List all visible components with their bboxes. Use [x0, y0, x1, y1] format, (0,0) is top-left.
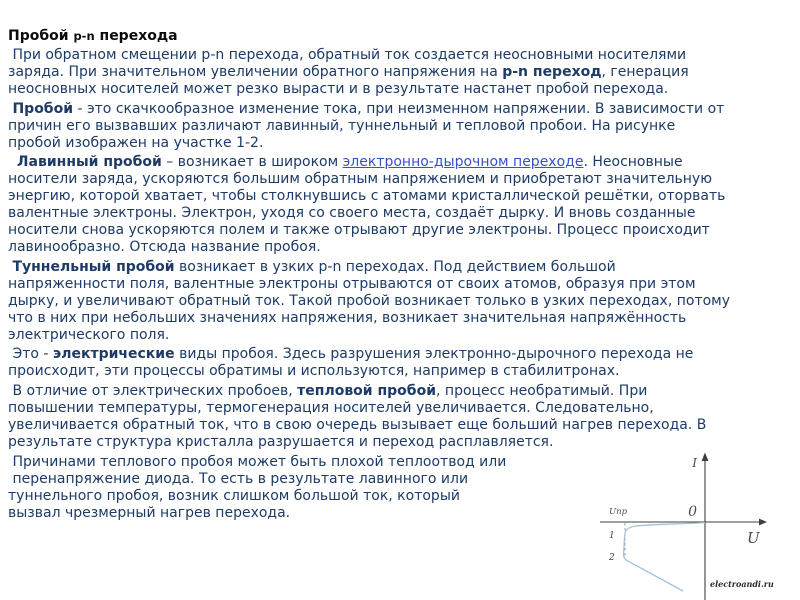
figure-point-1-label: 1 [609, 531, 615, 541]
text-line [8, 310, 796, 327]
figure-breakdown-voltage-label: Uпр [609, 507, 628, 517]
electron-hole-junction-link[interactable]: электронно-дырочном переходе [342, 154, 584, 170]
text-segment: что в них при небольших значениях напряжения, возникает значительная напряжённость [8, 309, 687, 326]
text-segment: Причинами теплового пробоя может быть плохой теплоотвод или [8, 453, 507, 470]
text-segment: напряженности поля, валентные электроны отрываются от своих атомов, образуя при этом [8, 275, 696, 292]
text-segment: – возникает в широком [161, 154, 343, 170]
figure-watermark: electroandi.ru [710, 579, 774, 589]
text-segment: Это - [8, 346, 53, 362]
text-line [8, 222, 796, 239]
text-line [8, 293, 796, 310]
text-segment: валентные электроны. Электрон, уходя со своего места, создаёт дырку. И вновь созданные [8, 205, 696, 221]
paragraph [8, 383, 796, 451]
text-segment [8, 154, 17, 170]
text-line [8, 188, 796, 205]
text-segment: перехода [94, 28, 178, 44]
text-segment: носители снова ускоряются полем и также отрывают другие электроны. Процесс происходит [8, 222, 710, 238]
iv-curve-svg [596, 450, 796, 600]
text-segment: При обратном смещении p-n перехода, обратный ток создается неосновными носителями [8, 47, 687, 63]
text-segment: дырку, и увеличивают обратный ток. Такой пробой возникает только в узких переходах, потому [8, 292, 731, 309]
figure-y-axis-label: I [692, 456, 697, 470]
text-line [8, 239, 796, 256]
text-line [8, 259, 796, 276]
text-line [8, 434, 796, 451]
text-line [8, 205, 796, 222]
text-line [8, 417, 796, 434]
text-segment: электрического поля. [8, 326, 170, 343]
paragraph [8, 101, 796, 152]
figure-origin-label: 0 [688, 504, 697, 520]
text-line [8, 327, 796, 344]
text-line [8, 47, 796, 64]
text-segment: лавинообразно. Отсюда название пробоя. [8, 239, 321, 255]
text-segment: результате структура кристалла разрушается и переход расплавляется. [8, 433, 554, 450]
text-line [8, 363, 796, 380]
text-line [8, 346, 796, 363]
text-line [8, 383, 796, 400]
text-line [8, 400, 796, 417]
text-segment: перенапряжение диода. То есть в результате лавинного или [8, 470, 469, 487]
reverse-branch-curve [624, 523, 705, 591]
text-segment: возникает в узких p-n переходах. Под действием большой [174, 258, 616, 275]
text-segment: электрические [52, 346, 175, 362]
text-segment: Лавинный пробой [16, 154, 162, 170]
paragraph [8, 154, 796, 256]
page-title [8, 28, 796, 45]
figure-x-axis-label: U [747, 529, 760, 547]
paragraph [8, 259, 796, 344]
iv-curve-figure [596, 450, 796, 600]
text-segment: туннельного пробоя, возник слишком большой ток, который [8, 487, 460, 504]
text-segment: увеличивается обратный ток, что в свою очередь вызывает еще больший нагрев перехода. В [8, 416, 707, 433]
text-segment: , процесс необратимый. При [436, 382, 648, 399]
text-segment: Пробой [8, 28, 74, 44]
text-segment: Туннельный пробой [12, 258, 175, 275]
text-segment: пробой изображен на участке 1-2. [8, 134, 264, 151]
current-axis-arrow-icon [702, 453, 709, 462]
text-segment: энергию, которой хватает, чтобы столкнувшись с атомами кристаллической решётки, оторвать [8, 188, 726, 204]
text-segment: тепловой пробой [297, 382, 437, 399]
text-segment: . Неосновные [583, 154, 683, 170]
text-segment: заряда. При значительном увеличении обратного напряжения на [8, 64, 503, 80]
text-segment: , генерация [601, 64, 689, 80]
paragraph [8, 346, 796, 380]
text-segment: Пробой [12, 100, 74, 117]
text-segment: виды пробоя. Здесь разрушения электронно-дырочного перехода не [174, 346, 694, 362]
text-segment: В отличие от электрических пробоев, [8, 382, 298, 399]
text-line [8, 276, 796, 293]
voltage-axis-arrow-icon [759, 519, 767, 526]
text-line [8, 171, 796, 188]
text-segment: происходит, эти процессы обратимы и используются, например в стабилитронах. [8, 363, 620, 379]
text-segment: p-n переход [502, 64, 602, 80]
figure-point-2-label: 2 [609, 553, 615, 563]
text-segment: повышении температуры, термогенерация носителей увеличивается. Следовательно, [8, 399, 654, 416]
text-line [8, 101, 796, 118]
text-segment: p-n [73, 29, 95, 43]
text-line [8, 118, 796, 135]
text-line [8, 64, 796, 81]
text-segment: - это скачкообразное изменение тока, при неизменном напряжении. В зависимости от [73, 100, 725, 117]
text-line [8, 135, 796, 152]
text-line [8, 154, 796, 171]
text-segment: причин его вызвавших различают лавинный, туннельный и тепловой пробои. На рисунке [8, 117, 676, 134]
text-segment: неосновных носителей может резко вырасти и в результате настанет пробой перехода. [8, 81, 669, 97]
text-segment: вызвал чрезмерный нагрев перехода. [8, 504, 291, 521]
text-segment: носители заряда, ускоряются большим обратным напряжением и приобретают значительную [8, 171, 712, 187]
text-line [8, 81, 796, 98]
paragraph [8, 47, 796, 98]
